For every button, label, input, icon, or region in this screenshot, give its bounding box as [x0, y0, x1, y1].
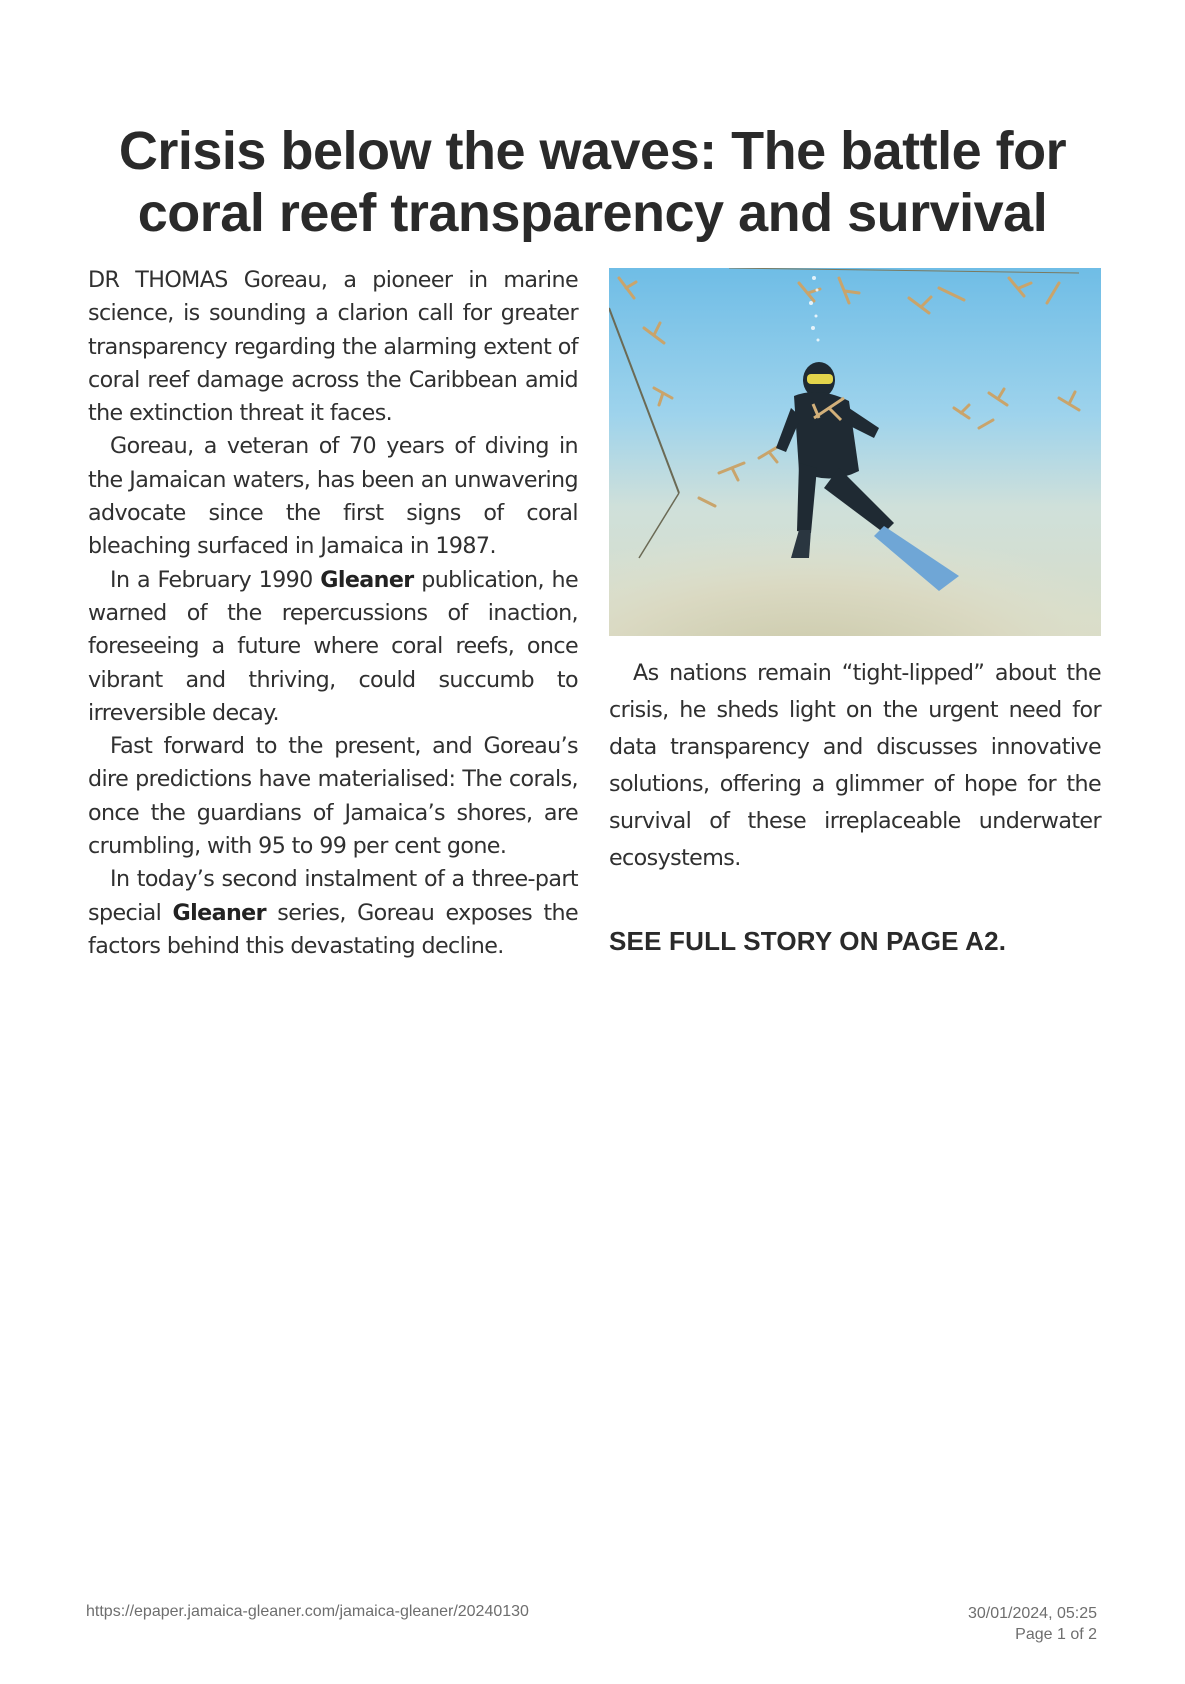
right-paragraph-1: As nations remain “tight-lipped” about the crisis, he sheds light on the urgent need for data transparency and discusses innovative solutions, offering a glimmer of hope for the survival of these irreplaceable underwater ecosystems. [609, 660, 1101, 871]
paragraph-5-text-a: In today’s second instalment of a three-part special [88, 866, 578, 926]
paragraph-5-publication-name: Gleaner [172, 899, 266, 926]
article-right-column [609, 655, 1101, 877]
paragraph-3-publication-name: Gleaner [320, 566, 414, 593]
diver-coral-photo [609, 268, 1101, 636]
article-headline [70, 120, 1115, 244]
paragraph-2: Goreau, a veteran of 70 years of diving in the Jamaican waters, has been an unwavering advocate since the first signs of coral bleaching surfaced in Jamaica in 1987. [88, 433, 578, 560]
paragraph-1: DR THOMAS Goreau, a pioneer in marine science, is sounding a clarion call for greater transparency regarding the alarming extent of coral reef damage across the Caribbean amid the extinction threat it faces. [88, 267, 578, 427]
footer-timestamp: 30/01/2024, 05:25 [967, 1605, 1097, 1622]
paragraph-4: Fast forward to the present, and Goreau’s dire predictions have materialised: The corals, once the guardians of Jamaica’s shores, are crumbling, with 95 to 99 per cent gone. [88, 733, 578, 860]
paragraph-3-text-b: publication, he warned of the repercussions of inaction, foreseeing a future where coral reefs, once vibrant and thriving, could succumb to irreversible decay. [88, 566, 578, 726]
footer-meta [968, 1603, 1097, 1645]
paragraph-3-text-a: In a February 1990 [110, 566, 321, 593]
paragraph-5-text-b: series, Goreau exposes the factors behind this devastating decline. [88, 899, 579, 959]
footer-page-label: Page 1 of 2 [1015, 1626, 1097, 1643]
footer-url[interactable]: https://epaper.jamaica-gleaner.com/jamaica-gleaner/20240130 [86, 1603, 529, 1620]
see-full-story-link[interactable]: SEE FULL STORY ON PAGE A2. [609, 926, 1007, 956]
headline-line-1: Crisis below the waves: The battle for [118, 121, 1067, 181]
paragraph-5 [88, 863, 578, 963]
headline-line-2: coral reef transparency and survival [137, 183, 1048, 243]
article-left-column [88, 264, 578, 963]
paragraph-3 [88, 564, 578, 730]
